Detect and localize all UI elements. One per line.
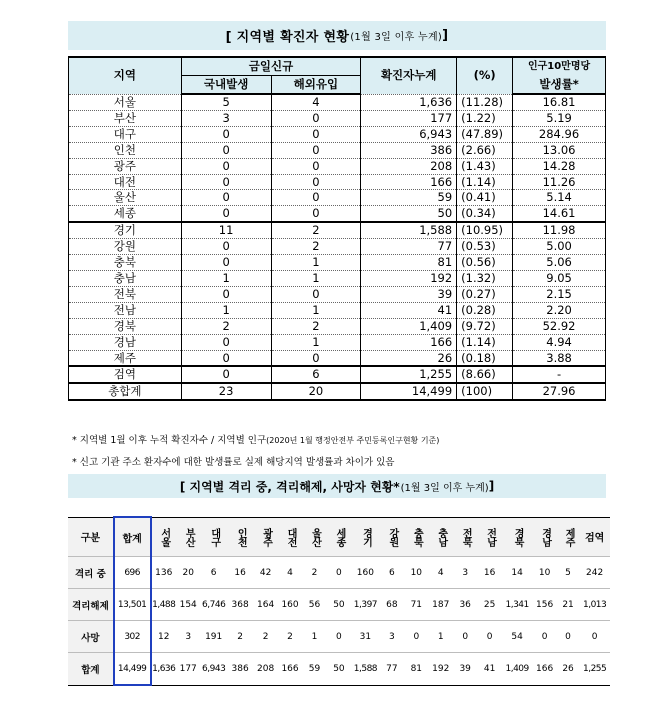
cumulative-cell: 26 (361, 350, 457, 366)
value-cell: 12 (151, 621, 176, 653)
value-cell: 42 (253, 557, 277, 589)
region-cell: 경기 (69, 222, 182, 238)
cumulative-cell: 41 (361, 302, 457, 318)
domestic-cell: 0 (181, 158, 271, 174)
value-cell: 208 (253, 653, 277, 686)
value-cell: 1,013 (579, 589, 610, 621)
percent-cell: (0.53) (457, 239, 513, 255)
value-cell: 26 (557, 653, 579, 686)
table-row (69, 126, 606, 142)
value-cell: 13,501 (114, 589, 151, 621)
region-cell: 전북 (69, 286, 182, 302)
value-cell: 136 (151, 557, 176, 589)
rate-cell: 11.26 (513, 174, 606, 190)
column-header: 인천 (227, 517, 253, 557)
value-cell: 59 (302, 653, 326, 686)
section2-title-end: ] (488, 479, 495, 493)
domestic-cell: 0 (181, 334, 271, 350)
table-row (69, 174, 606, 190)
table-row (69, 222, 606, 238)
region-cell: 총합계 (69, 383, 182, 400)
column-header: 구분 (68, 517, 114, 557)
overseas-cell: 2 (271, 318, 361, 334)
rate-cell: 16.81 (513, 94, 606, 110)
table-row (69, 302, 606, 318)
value-cell: 696 (114, 557, 151, 589)
overseas-cell: 1 (271, 270, 361, 286)
value-cell: 166 (532, 653, 556, 686)
column-header: 경기 (351, 517, 380, 557)
cumulative-cell: 208 (361, 158, 457, 174)
regional-cases-body (69, 94, 606, 400)
rate-cell: 9.05 (513, 270, 606, 286)
percent-cell: (0.28) (457, 302, 513, 318)
column-header: 광주 (253, 517, 277, 557)
overseas-cell: 0 (271, 206, 361, 222)
region-cell: 경북 (69, 318, 182, 334)
rate-cell: 27.96 (513, 383, 606, 400)
isolation-status-body (68, 557, 610, 686)
domestic-cell: 0 (181, 366, 271, 383)
region-cell: 경남 (69, 334, 182, 350)
value-cell: 2 (227, 621, 253, 653)
rate-cell: 2.20 (513, 302, 606, 318)
cumulative-cell: 6,943 (361, 126, 457, 142)
region-cell: 검역 (69, 366, 182, 383)
value-cell: 0 (532, 621, 556, 653)
value-cell: 1,636 (151, 653, 176, 686)
column-header: 충북 (404, 517, 428, 557)
cumulative-cell: 177 (361, 110, 457, 126)
domestic-cell: 0 (181, 142, 271, 158)
value-cell: 68 (380, 589, 404, 621)
header-rate-bottom: 발생률* (513, 76, 606, 95)
region-cell: 인천 (69, 142, 182, 158)
value-cell: 187 (429, 589, 453, 621)
cumulative-cell: 81 (361, 255, 457, 271)
overseas-cell: 0 (271, 126, 361, 142)
value-cell: 50 (327, 653, 351, 686)
value-cell: 2 (253, 621, 277, 653)
value-cell: 54 (502, 621, 533, 653)
domestic-cell: 0 (181, 286, 271, 302)
cumulative-cell: 14,499 (361, 383, 457, 400)
section2-title-main: [ 지역별 격리 중, 격리해제, 사망자 현황* (179, 479, 400, 494)
value-cell: 3 (176, 621, 200, 653)
column-header: 대구 (200, 517, 226, 557)
section1-title (68, 21, 606, 50)
table-row (68, 589, 610, 621)
column-header: 충남 (429, 517, 453, 557)
percent-cell: (0.41) (457, 190, 513, 206)
footnote-1: * 지역별 1월 이후 누적 확진자수 / 지역별 인구 (2020년 1월 행정안전부 주민등록인구현황 기준) (72, 435, 440, 446)
value-cell: 10 (404, 557, 428, 589)
value-cell: 25 (477, 589, 501, 621)
value-cell: 386 (227, 653, 253, 686)
value-cell: 6,746 (200, 589, 226, 621)
rate-cell: 4.94 (513, 334, 606, 350)
domestic-cell: 0 (181, 350, 271, 366)
percent-cell: (47.89) (457, 126, 513, 142)
section1-title-main: [ 지역별 확진자 현황 (225, 30, 350, 45)
value-cell: 3 (380, 621, 404, 653)
regional-cases-table (68, 56, 606, 401)
value-cell: 1,255 (579, 653, 610, 686)
region-cell: 대구 (69, 126, 182, 142)
column-header: 강원 (380, 517, 404, 557)
rate-cell: 5.06 (513, 255, 606, 271)
table-row (69, 383, 606, 400)
rate-cell: 14.28 (513, 158, 606, 174)
value-cell: 154 (176, 589, 200, 621)
column-header: 검역 (579, 517, 610, 557)
value-cell: 36 (453, 589, 477, 621)
value-cell: 302 (114, 621, 151, 653)
region-cell: 울산 (69, 190, 182, 206)
overseas-cell: 20 (271, 383, 361, 400)
cumulative-cell: 192 (361, 270, 457, 286)
cumulative-cell: 77 (361, 239, 457, 255)
value-cell: 1,488 (151, 589, 176, 621)
percent-cell: (1.32) (457, 270, 513, 286)
region-cell: 부산 (69, 110, 182, 126)
section1-title-end: ] (442, 28, 449, 43)
isolation-header-row (68, 517, 610, 557)
value-cell: 77 (380, 653, 404, 686)
value-cell: 6 (380, 557, 404, 589)
domestic-cell: 11 (181, 222, 271, 238)
overseas-cell: 0 (271, 110, 361, 126)
overseas-cell: 1 (271, 255, 361, 271)
value-cell: 16 (477, 557, 501, 589)
value-cell: 160 (351, 557, 380, 589)
overseas-cell: 0 (271, 142, 361, 158)
isolation-status-table (68, 516, 610, 686)
value-cell: 0 (477, 621, 501, 653)
domestic-cell: 5 (181, 94, 271, 110)
cumulative-cell: 1,409 (361, 318, 457, 334)
column-header: 제주 (557, 517, 579, 557)
overseas-cell: 0 (271, 174, 361, 190)
value-cell: 0 (453, 621, 477, 653)
table-row (68, 653, 610, 686)
value-cell: 242 (579, 557, 610, 589)
percent-cell: (1.22) (457, 110, 513, 126)
column-header: 대전 (278, 517, 302, 557)
percent-cell: (0.34) (457, 206, 513, 222)
column-header: 세종 (327, 517, 351, 557)
value-cell: 14 (502, 557, 533, 589)
percent-cell: (8.66) (457, 366, 513, 383)
region-cell: 광주 (69, 158, 182, 174)
rate-cell: 5.14 (513, 190, 606, 206)
percent-cell: (0.56) (457, 255, 513, 271)
value-cell: 5 (557, 557, 579, 589)
domestic-cell: 3 (181, 110, 271, 126)
table-row (69, 110, 606, 126)
percent-cell: (0.27) (457, 286, 513, 302)
footnote-2: * 신고 기관 주소 환자수에 대한 발생률로 실제 해당지역 발생률과 차이가 있음 (72, 457, 395, 468)
cumulative-cell: 166 (361, 174, 457, 190)
value-cell: 6 (200, 557, 226, 589)
table-row (69, 366, 606, 383)
percent-cell: (100) (457, 383, 513, 400)
value-cell: 2 (278, 621, 302, 653)
domestic-cell: 0 (181, 126, 271, 142)
cumulative-cell: 39 (361, 286, 457, 302)
value-cell: 41 (477, 653, 501, 686)
overseas-cell: 0 (271, 158, 361, 174)
column-header: 서울 (151, 517, 176, 557)
region-cell: 충북 (69, 255, 182, 271)
rate-cell: 284.96 (513, 126, 606, 142)
overseas-cell: 2 (271, 222, 361, 238)
value-cell: 71 (404, 589, 428, 621)
domestic-cell: 0 (181, 255, 271, 271)
rate-cell: 3.88 (513, 350, 606, 366)
value-cell: 1,588 (351, 653, 380, 686)
value-cell: 192 (429, 653, 453, 686)
overseas-cell: 0 (271, 286, 361, 302)
value-cell: 177 (176, 653, 200, 686)
value-cell: 56 (302, 589, 326, 621)
value-cell: 2 (302, 557, 326, 589)
rate-cell: 5.00 (513, 239, 606, 255)
value-cell: 156 (532, 589, 556, 621)
domestic-cell: 1 (181, 270, 271, 286)
overseas-cell: 1 (271, 302, 361, 318)
percent-cell: (1.14) (457, 174, 513, 190)
percent-cell: (1.14) (457, 334, 513, 350)
value-cell: 1,397 (351, 589, 380, 621)
overseas-cell: 0 (271, 350, 361, 366)
region-cell: 세종 (69, 206, 182, 222)
column-header: 부산 (176, 517, 200, 557)
header-today-new: 금일신규 (181, 57, 361, 76)
value-cell: 1,341 (502, 589, 533, 621)
column-header: 합계 (114, 517, 151, 557)
table-row (69, 286, 606, 302)
value-cell: 166 (278, 653, 302, 686)
header-rate-top: 인구10만명당 (513, 57, 606, 76)
overseas-cell: 2 (271, 239, 361, 255)
overseas-cell: 4 (271, 94, 361, 110)
value-cell: 1,409 (502, 653, 533, 686)
row-label: 사망 (68, 621, 114, 653)
table-row (69, 318, 606, 334)
table-row (69, 190, 606, 206)
percent-cell: (1.43) (457, 158, 513, 174)
cumulative-cell: 1,636 (361, 94, 457, 110)
table-row (69, 158, 606, 174)
percent-cell: (0.18) (457, 350, 513, 366)
cumulative-cell: 1,255 (361, 366, 457, 383)
header-percent: (%) (457, 57, 513, 94)
section1-title-sub: (1월 3일 이후 누계) (350, 32, 443, 43)
region-cell: 전남 (69, 302, 182, 318)
domestic-cell: 0 (181, 239, 271, 255)
value-cell: 0 (327, 621, 351, 653)
value-cell: 6,943 (200, 653, 226, 686)
table-row (69, 350, 606, 366)
value-cell: 1 (429, 621, 453, 653)
value-cell: 81 (404, 653, 428, 686)
row-label: 합계 (68, 653, 114, 686)
section2-title (68, 474, 606, 498)
value-cell: 14,499 (114, 653, 151, 686)
value-cell: 0 (579, 621, 610, 653)
value-cell: 20 (176, 557, 200, 589)
table-row (69, 142, 606, 158)
table-row (68, 557, 610, 589)
domestic-cell: 1 (181, 302, 271, 318)
column-header: 전북 (453, 517, 477, 557)
value-cell: 21 (557, 589, 579, 621)
region-cell: 강원 (69, 239, 182, 255)
percent-cell: (9.72) (457, 318, 513, 334)
cumulative-cell: 50 (361, 206, 457, 222)
region-cell: 충남 (69, 270, 182, 286)
rate-cell: 2.15 (513, 286, 606, 302)
header-region: 지역 (69, 57, 182, 94)
column-header: 경남 (532, 517, 556, 557)
rate-cell: 52.92 (513, 318, 606, 334)
row-label: 격리해제 (68, 589, 114, 621)
value-cell: 0 (557, 621, 579, 653)
cumulative-cell: 1,588 (361, 222, 457, 238)
percent-cell: (11.28) (457, 94, 513, 110)
value-cell: 16 (227, 557, 253, 589)
table-row (69, 255, 606, 271)
column-header: 경북 (502, 517, 533, 557)
column-header: 전남 (477, 517, 501, 557)
header-cumulative: 확진자누계 (361, 57, 457, 94)
value-cell: 31 (351, 621, 380, 653)
rate-cell: 13.06 (513, 142, 606, 158)
table-row (69, 270, 606, 286)
value-cell: 3 (453, 557, 477, 589)
cumulative-cell: 166 (361, 334, 457, 350)
value-cell: 164 (253, 589, 277, 621)
domestic-cell: 0 (181, 190, 271, 206)
domestic-cell: 23 (181, 383, 271, 400)
table-row (69, 94, 606, 110)
region-cell: 제주 (69, 350, 182, 366)
value-cell: 39 (453, 653, 477, 686)
overseas-cell: 0 (271, 190, 361, 206)
value-cell: 191 (200, 621, 226, 653)
domestic-cell: 0 (181, 174, 271, 190)
domestic-cell: 2 (181, 318, 271, 334)
cumulative-cell: 386 (361, 142, 457, 158)
value-cell: 10 (532, 557, 556, 589)
overseas-cell: 1 (271, 334, 361, 350)
value-cell: 50 (327, 589, 351, 621)
column-header: 울산 (302, 517, 326, 557)
domestic-cell: 0 (181, 206, 271, 222)
value-cell: 4 (429, 557, 453, 589)
table-row (69, 239, 606, 255)
rate-cell: - (513, 366, 606, 383)
row-label: 격리 중 (68, 557, 114, 589)
rate-cell: 11.98 (513, 222, 606, 238)
table-row (68, 621, 610, 653)
value-cell: 0 (327, 557, 351, 589)
value-cell: 0 (404, 621, 428, 653)
footnotes (72, 430, 439, 474)
rate-cell: 5.19 (513, 110, 606, 126)
header-overseas: 해외유입 (271, 76, 361, 95)
percent-cell: (10.95) (457, 222, 513, 238)
overseas-cell: 6 (271, 366, 361, 383)
region-cell: 대전 (69, 174, 182, 190)
region-cell: 서울 (69, 94, 182, 110)
table-row (69, 334, 606, 350)
header-domestic: 국내발생 (181, 76, 271, 95)
rate-cell: 14.61 (513, 206, 606, 222)
cumulative-cell: 59 (361, 190, 457, 206)
section2-title-sub: (1월 3일 이후 누계) (400, 482, 489, 494)
value-cell: 4 (278, 557, 302, 589)
value-cell: 1 (302, 621, 326, 653)
percent-cell: (2.66) (457, 142, 513, 158)
value-cell: 368 (227, 589, 253, 621)
value-cell: 160 (278, 589, 302, 621)
table-row (69, 206, 606, 222)
